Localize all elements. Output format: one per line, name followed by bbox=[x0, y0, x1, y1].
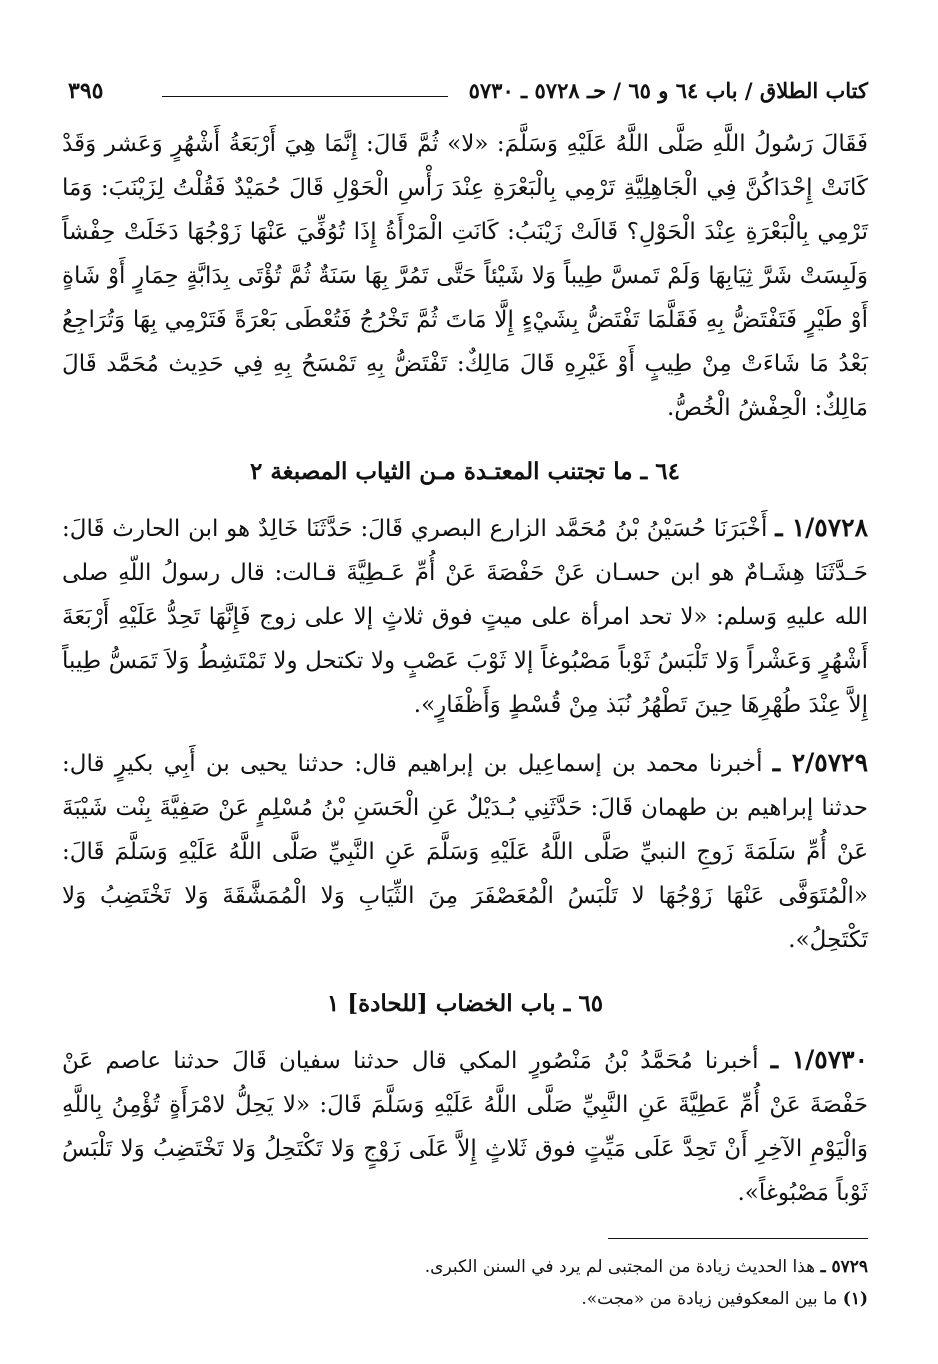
footnote bbox=[62, 1283, 868, 1315]
header-rule bbox=[162, 96, 448, 97]
footnotes bbox=[62, 1238, 868, 1315]
chapter-65-heading: ٦٥ ـ باب الخضاب [للحادة] ١ bbox=[326, 990, 604, 1017]
footnote-marker: ٥٧٢٩ ـ bbox=[820, 1257, 868, 1277]
hadith-5728 bbox=[62, 506, 868, 727]
page-number: ٣٩٥ bbox=[68, 78, 104, 104]
footnote bbox=[62, 1251, 868, 1283]
footnote-marker: (١) bbox=[842, 1289, 868, 1309]
hadith-number: ٢/٥٧٢٩ ـ bbox=[772, 748, 869, 777]
footnote-text: ما بين المعكوفين زيادة من «مجت». bbox=[581, 1289, 838, 1309]
hadith-5729 bbox=[62, 741, 868, 962]
chapter-64-heading: ٦٤ ـ ما تجتنب المعتـدة مـن الثياب المصبغة ٢ bbox=[249, 458, 681, 485]
hadith-number: ١/٥٧٣٠ ـ bbox=[770, 1045, 869, 1074]
running-title: كتاب الطلاق / باب ٦٤ و ٦٥ / حـ ٥٧٢٨ ـ ٥٧٣٠ bbox=[468, 78, 868, 103]
hadith-number: ١/٥٧٢٨ ـ bbox=[775, 513, 869, 542]
hadith-text: أخبرنا مُحَمَّدُ بْنُ مَنْصُورٍ المكي قال حدثنا سفيان قَالَ حدثنا عاصم عَنْ حَفْصَةَ عَنْ أُمِّ عَطِيَّةَ عَنِ النَّبِيِّ صَلَّى اللَّهُ عَلَيْهِ وَسَلَّمَ قَالَ: «لا يَحِلُّ لامْرَأَةٍ تُؤْمِنُ بِاللَّهِ وَالْيَوْمِ الآخِرِ أَنْ تَحِدَّ عَلَى مَيِّتٍ فوق ثَلاثٍ إِلاَّ عَلَى زَوْجٍ وَلا تَكْتَحِلُ وَلا تَخْتَضِبُ وَلا تَلْبَسُ ثَوْباً مَصْبُوغاً». bbox=[62, 1048, 868, 1206]
intro-paragraph: فَقَالَ رَسُولُ اللَّهِ صَلَّى اللَّهُ عَلَيْهِ وَسَلَّمَ: «لا» ثُمَّ قَالَ: إِنَّمَا هِيَ أَرْبَعَةُ أَشْهُرٍ وَعَشر وَقَدْ كَانَتْ إِحْدَاكُنَّ فِي الْجَاهِلِيَّةِ تَرْمِي بِالْبَعْرَةِ عِنْدَ رَأْسِ الْحَوْلِ قَالَ حُمَيْدٌ فَقُلْتُ لِزَيْنَبَ: وَمَا تَرْمِي بِالْبَعْرَةِ عِنْدَ الْحَوْلِ؟ قَالَتْ زَيْنَبُ: كَانَتِ الْمَرْأَةُ إِذَا تُوُفِّيَ عَنْهَا زَوْجُهَا دَخَلَتْ حِفْشاً وَلَبِسَتْ شَرَّ ثِيَابِهَا وَلَمْ تَمسَّ طِيباً وَلا شَيْئاً حَتَّى تَمُرَّ بِهَا سَنَةٌ ثُمَّ تُؤْتَى بِدَابَّةٍ حِمَارٍ أَوْ شَاةٍ أَوْ طَيْرٍ فَتَفْتَضُّ بِهِ فَقَلَّمَا تَفْتَضُّ بِشَيْءٍ إِلَّا مَاتَ ثُمَّ تَخْرُجُ فَتُعْطَى بَعْرَةً فَتَرْمِي بِهَا وَتُرَاجِعُ بَعْدُ مَا شَاءَتْ مِنْ طِيبٍ أَوْ غَيْرِهِ قَالَ مَالِكٌ: تَفْتَضُّ بِهِ تَمْسَحُ بِهِ فِي حَدِيث مُحَمَّد قَالَ مَالِكٌ: الْحِفْشُ الْخُصُّ. bbox=[62, 131, 868, 421]
page-body bbox=[62, 122, 868, 1215]
hadith-text: أخبرنا محمد بن إسماعِيل بن إبراهيم قال: حدثنا يحيى بن أَبِي بكيرٍ قال: حدثنا إبراهيم بن طهمان قَالَ: حَدَّثَنِي بُـدَيْلٌ عَنِ الْحَسَنِ بْنُ مُسْلِمٍ عَنْ صَفِيَّةَ بِنْت شَيْبَةَ عَنْ أُمِّ سَلَمَةَ زَوجِ النبيِّ صَلَّى اللَّهُ عَلَيْهِ وَسَلَّمَ عَنِ النَّبِيِّ صَلَّى اللَّهُ عَلَيْهِ وَسَلَّمَ قَالَ: «الْمُتَوَفَّى عَنْهَا زَوْجُهَا لا تَلْبَسُ الْمُعَصْفَرَ مِنَ الثِّيَابِ وَلا الْمُمَشَّقَةَ وَلا تَخْتَضِبُ وَلا تَكْتَحِلُ». bbox=[62, 751, 868, 953]
hadith-5730 bbox=[62, 1038, 868, 1215]
hadith-text: أَخْبَرَنَا حُسَيْنُ بْنُ مُحَمَّد الزارع البصري قَالَ: حَدَّثَنَا خَالِدٌ هو ابن الحارث قَالَ: حَـدَّثَنَا هِشَـامٌ هو ابن حسـان عَنْ حَفْصَةَ عَنْ أُمِّ عَـطِيَّةَ قـالت: قال رسولُ اللّهِ صلى الله عليهِ وَسلم: «لا تحد امرأة على ميتٍ فوق ثلاثٍ إلا على زوج فَإِنَّهَا تَحِدُّ عَلَيْهِ أَرْبَعَةَ أَشْهُرٍ وَعَشْراً وَلا تَلْبَسُ ثَوْباً مَصْبُوغاً إلا ثَوْبَ عَصْبٍ ولا تكتحل ولا تَمْتَشِطُ وَلاَ تَمَسُّ طِيباً إِلاَّ عِنْدَ طُهْرِهَا حِينَ تَطْهُرُ نُبَذ مِنْ قُسْطٍ وَأَظْفَارٍ». bbox=[62, 516, 868, 718]
footnote-rule bbox=[608, 1238, 868, 1239]
footnote-text: هذا الحديث زيادة من المجتبى لم يرد في السنن الكبرى. bbox=[424, 1257, 816, 1277]
page-header bbox=[62, 72, 868, 112]
